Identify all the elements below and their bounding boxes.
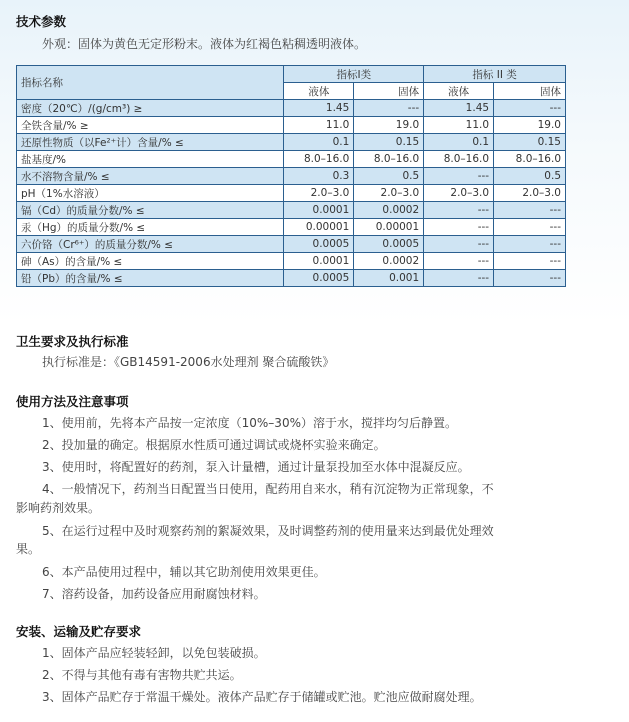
cell-value: 8.0–16.0	[284, 151, 354, 168]
hygiene-section-title: 卫生要求及执行标准	[16, 334, 129, 349]
cell-value: ---	[424, 236, 494, 253]
appearance-text: 外观：固体为黄色无定形粉末。液体为红褐色粘稠透明液体。	[42, 37, 367, 51]
header-group-1: 指标I类	[284, 66, 424, 83]
row-name: 铅（Pb）的含量/% ≤	[17, 270, 284, 287]
row-name: 还原性物质（以Fe²⁺计）含量/% ≤	[17, 134, 284, 151]
storage-section-title: 安装、运输及贮存要求	[16, 624, 142, 639]
header-sub-liquid-1: 液体	[284, 83, 354, 100]
row-name: 汞（Hg）的质量分数/% ≤	[17, 219, 284, 236]
table-row	[17, 185, 566, 202]
header-sub-solid-2: 固体	[494, 83, 566, 100]
cell-value: 0.1	[424, 134, 494, 151]
cell-value: 2.0–3.0	[494, 185, 566, 202]
cell-value: 0.0002	[354, 202, 424, 219]
table-row	[17, 117, 566, 134]
cell-value: 0.0005	[354, 236, 424, 253]
table-row	[17, 253, 566, 270]
cell-value: 19.0	[494, 117, 566, 134]
usage-item: 6、本产品使用过程中，辅以其它助剂使用效果更佳。	[42, 565, 326, 579]
cell-value: 19.0	[354, 117, 424, 134]
cell-value: ---	[494, 236, 566, 253]
table-row	[17, 202, 566, 219]
cell-value: 0.0002	[354, 253, 424, 270]
cell-value: 0.00001	[284, 219, 354, 236]
row-name: 六价铬（Cr⁶⁺）的质量分数/% ≤	[17, 236, 284, 253]
usage-item-continuation: 果。	[16, 542, 41, 556]
cell-value: ---	[424, 202, 494, 219]
cell-value: 0.001	[354, 270, 424, 287]
row-name: 砷（As）的含量/% ≤	[17, 253, 284, 270]
cell-value: ---	[424, 168, 494, 185]
storage-item: 3、固体产品贮存于常温干燥处。液体产品贮存于储罐或贮池。贮池应做耐腐处理。	[42, 690, 482, 704]
table-row	[17, 168, 566, 185]
cell-value: 0.5	[494, 168, 566, 185]
cell-value: 0.0005	[284, 236, 354, 253]
cell-value: 8.0–16.0	[424, 151, 494, 168]
cell-value: 0.0005	[284, 270, 354, 287]
header-group-2: 指标 II 类	[424, 66, 566, 83]
cell-value: ---	[494, 253, 566, 270]
cell-value: ---	[354, 100, 424, 117]
usage-item: 4、一般情况下，药剂当日配置当日使用，配药用自来水，稍有沉淀物为正常现象，不	[42, 482, 494, 496]
cell-value: 8.0–16.0	[494, 151, 566, 168]
cell-value: 0.0001	[284, 202, 354, 219]
cell-value: ---	[494, 202, 566, 219]
storage-item: 1、固体产品应轻装轻卸，以免包装破损。	[42, 646, 266, 660]
cell-value: ---	[424, 270, 494, 287]
standard-text: 执行标准是：《GB14591-2006水处理剂 聚合硫酸铁》	[42, 355, 335, 369]
cell-value: 8.0–16.0	[354, 151, 424, 168]
usage-item: 7、溶药设备，加药设备应用耐腐蚀材料。	[42, 587, 266, 601]
cell-value: 0.00001	[354, 219, 424, 236]
cell-value: ---	[494, 219, 566, 236]
cell-value: 11.0	[424, 117, 494, 134]
row-name: 盐基度/%	[17, 151, 284, 168]
header-indicator-name: 指标名称	[17, 66, 284, 100]
usage-section-title: 使用方法及注意事项	[16, 394, 129, 409]
table-row	[17, 134, 566, 151]
spec-table	[16, 65, 566, 287]
table-row	[17, 100, 566, 117]
cell-value: 0.15	[354, 134, 424, 151]
tech-section-title: 技术参数	[16, 14, 67, 29]
usage-item: 2、投加量的确定。根据原水性质可通过调试或烧杯实验来确定。	[42, 438, 386, 452]
cell-value: 11.0	[284, 117, 354, 134]
cell-value: 2.0–3.0	[284, 185, 354, 202]
cell-value: 0.3	[284, 168, 354, 185]
cell-value: 0.0001	[284, 253, 354, 270]
cell-value: 0.1	[284, 134, 354, 151]
cell-value: ---	[494, 100, 566, 117]
row-name: 全铁含量/% ≥	[17, 117, 284, 134]
storage-item: 2、不得与其他有毒有害物共贮共运。	[42, 668, 242, 682]
cell-value: ---	[494, 270, 566, 287]
cell-value: 0.5	[354, 168, 424, 185]
table-row	[17, 151, 566, 168]
cell-value: 1.45	[424, 100, 494, 117]
cell-value: 0.15	[494, 134, 566, 151]
cell-value: ---	[424, 253, 494, 270]
row-name: 镉（Cd）的质量分数/% ≤	[17, 202, 284, 219]
cell-value: 2.0–3.0	[424, 185, 494, 202]
usage-item: 1、使用前，先将本产品按一定浓度（10%–30%）溶于水，搅拌均匀后静置。	[42, 416, 457, 430]
table-row	[17, 219, 566, 236]
usage-item-continuation: 影响药剂效果。	[16, 501, 101, 515]
row-name: 水不溶物含量/% ≤	[17, 168, 284, 185]
table-row	[17, 236, 566, 253]
cell-value: 2.0–3.0	[354, 185, 424, 202]
cell-value: 1.45	[284, 100, 354, 117]
row-name: pH（1%水溶液）	[17, 185, 284, 202]
row-name: 密度（20℃）/(g/cm³) ≥	[17, 100, 284, 117]
header-sub-solid-1: 固体	[354, 83, 424, 100]
usage-item: 5、在运行过程中及时观察药剂的絮凝效果，及时调整药剂的使用量来达到最优处理效	[42, 524, 494, 538]
header-sub-liquid-2: 液体	[424, 83, 494, 100]
cell-value: ---	[424, 219, 494, 236]
table-row	[17, 270, 566, 287]
usage-item: 3、使用时，将配置好的药剂，泵入计量槽，通过计量泵投加至水体中混凝反应。	[42, 460, 470, 474]
